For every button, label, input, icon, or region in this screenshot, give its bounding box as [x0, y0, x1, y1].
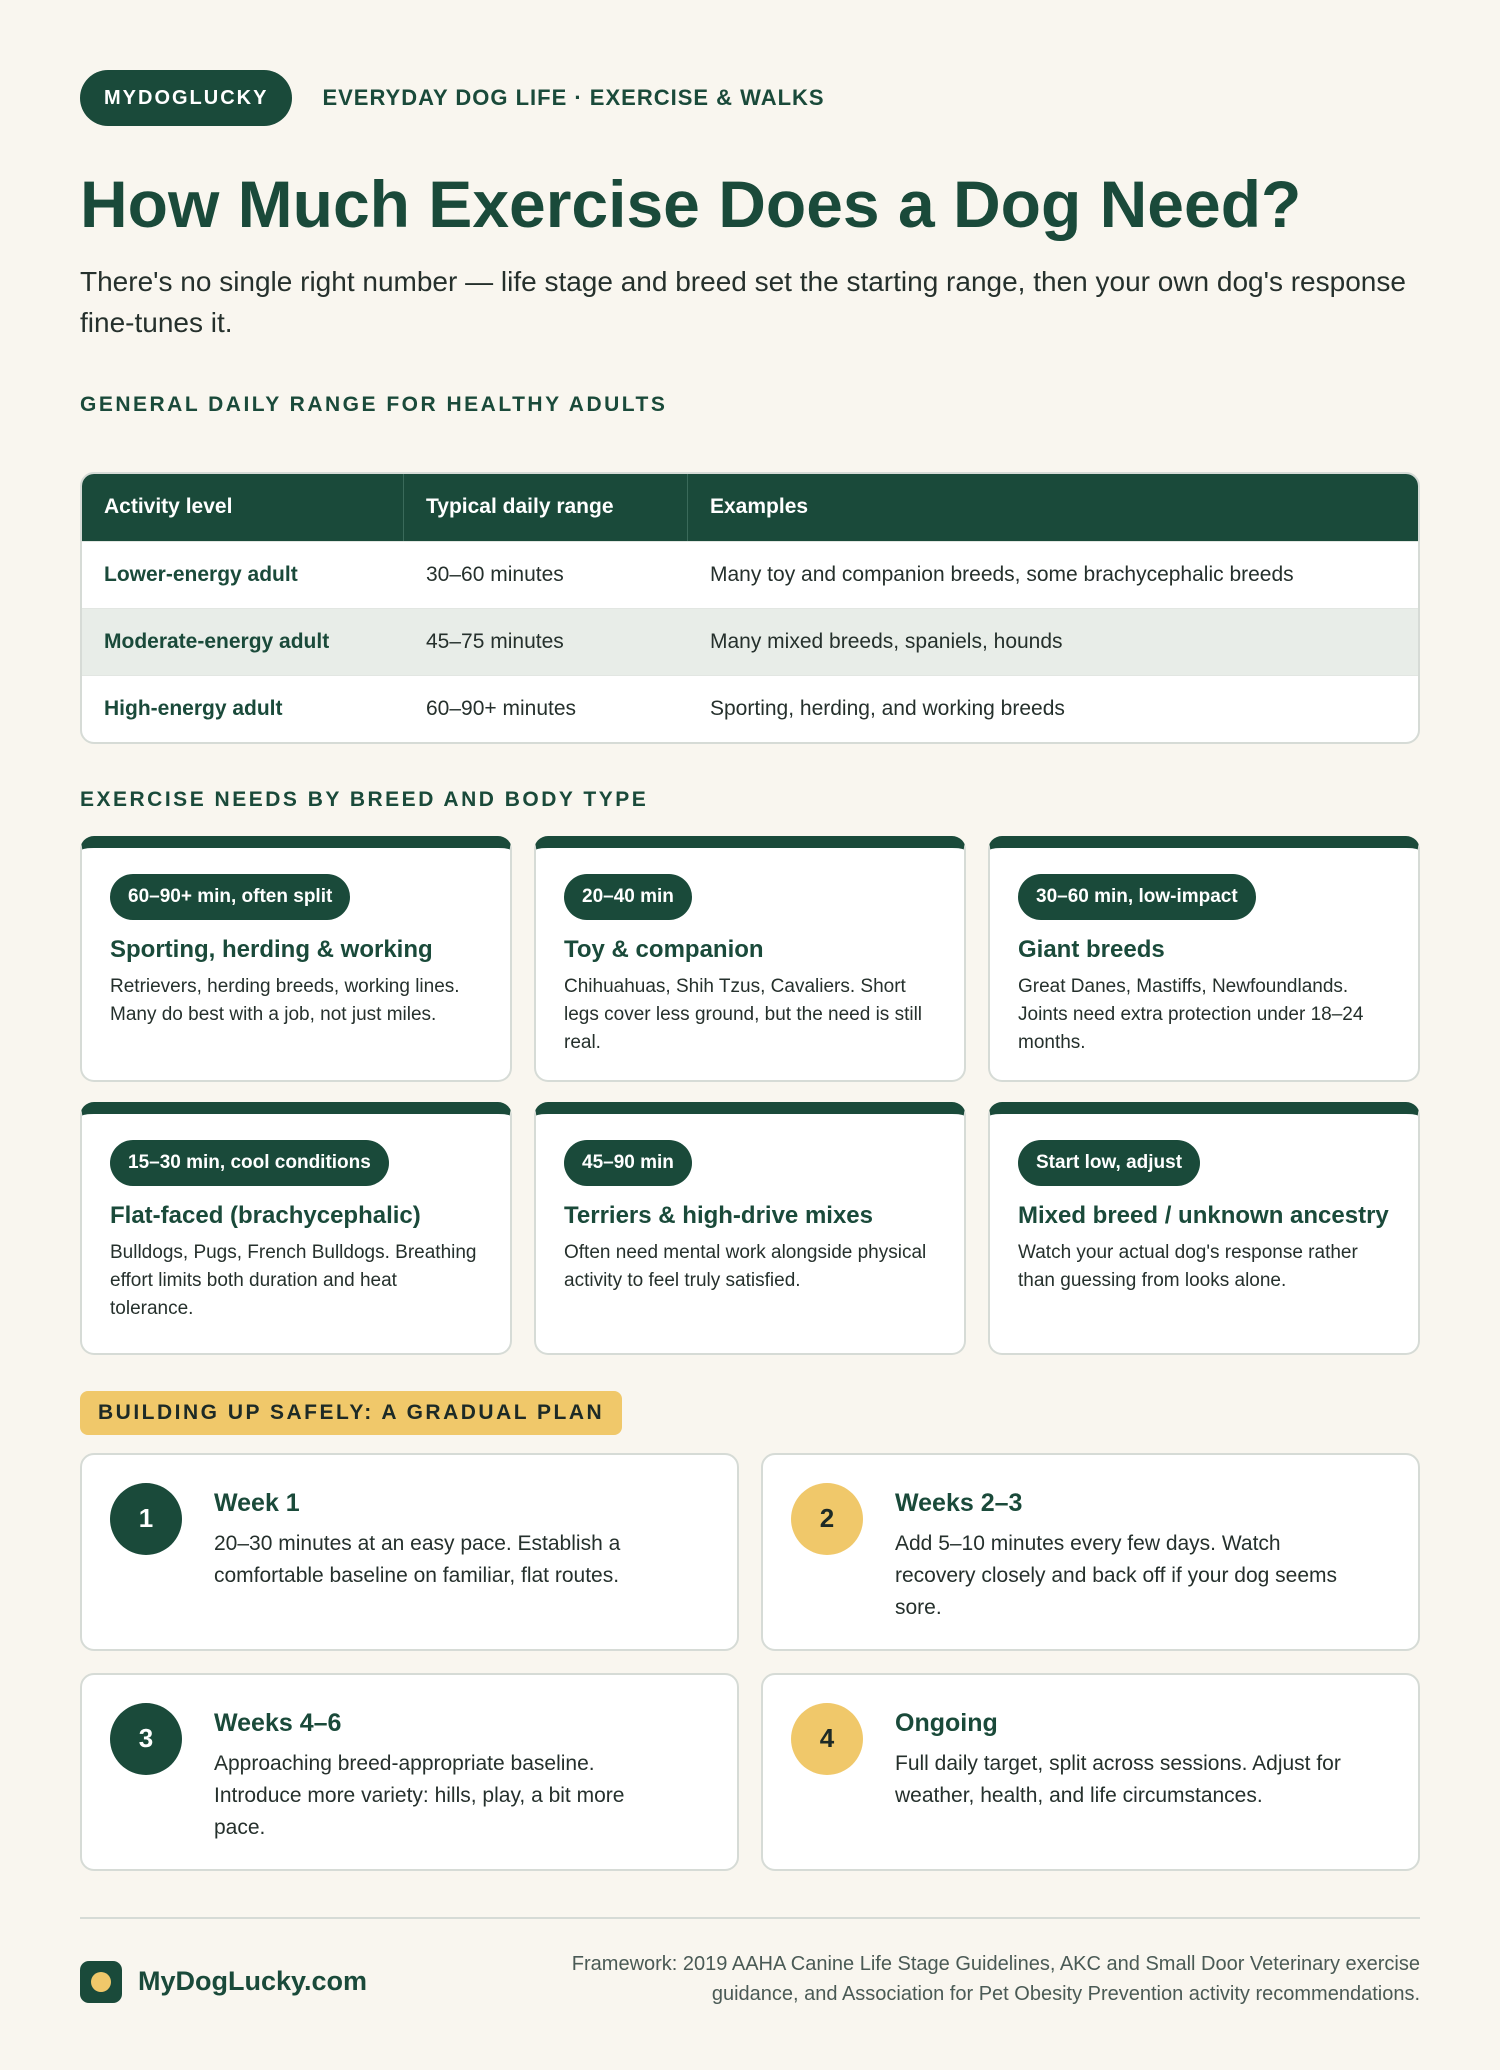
duration-badge: 45–90 min — [564, 1140, 692, 1186]
breed-card — [80, 836, 512, 1082]
breed-card-text: Watch your actual dog's response rather than guessing from looks alone. — [1018, 1241, 1358, 1291]
logo-icon — [80, 1961, 122, 2003]
table-cell-examples: Many mixed breeds, spaniels, hounds — [710, 629, 1063, 653]
breed-card-title: Flat-faced (brachycephalic) — [110, 1201, 421, 1229]
breed-card — [988, 836, 1420, 1082]
step-title: Week 1 — [214, 1488, 300, 1517]
infographic-page — [80, 70, 1420, 2009]
breed-card-title: Toy & companion — [564, 935, 764, 963]
breed-card-grid — [80, 836, 1420, 1355]
breed-card — [80, 1102, 512, 1355]
step-text: Approaching breed-appropriate baseline. Introduce more variety: hills, play, a bit more pace. — [214, 1751, 625, 1839]
range-table — [80, 472, 1420, 744]
brand-badge: MYDOGLUCKY — [80, 70, 292, 126]
plan-step-card — [761, 1453, 1420, 1651]
breed-card-text: Chihuahuas, Shih Tzus, Cavaliers. Short legs cover less ground, but the need is still real. — [564, 975, 923, 1053]
page-title: How Much Exercise Does a Dog Need? — [80, 167, 1302, 241]
table-row — [82, 675, 1418, 742]
site-link[interactable]: MyDogLucky.com — [138, 1966, 368, 1997]
table-cell-range: 60–90+ minutes — [426, 696, 577, 720]
step-number: 2 — [791, 1483, 863, 1555]
breed-card-title: Giant breeds — [1018, 935, 1165, 963]
duration-badge: 20–40 min — [564, 874, 692, 920]
table-cell-range: 45–75 minutes — [426, 629, 564, 653]
table-cell-level: Moderate-energy adult — [104, 629, 330, 653]
footer — [80, 1917, 1420, 2009]
step-text: 20–30 minutes at an easy pace. Establish a comfortable baseline on familiar, flat routes. — [214, 1531, 621, 1587]
header-topline — [80, 70, 1420, 126]
duration-badge: Start low, adjust — [1018, 1140, 1200, 1186]
table-row — [82, 608, 1418, 675]
breed-card — [988, 1102, 1420, 1355]
plan-step-card — [761, 1673, 1420, 1871]
breed-section-label: EXERCISE NEEDS BY BREED AND BODY TYPE — [80, 787, 649, 811]
range-section-label: GENERAL DAILY RANGE FOR HEALTHY ADULTS — [80, 392, 668, 416]
step-number: 3 — [110, 1703, 182, 1775]
duration-badge: 30–60 min, low-impact — [1018, 874, 1256, 920]
plan-section-label: BUILDING UP SAFELY: A GRADUAL PLAN — [80, 1391, 622, 1435]
step-number: 1 — [110, 1483, 182, 1555]
column-header: Typical daily range — [404, 474, 688, 541]
step-title: Weeks 4–6 — [214, 1708, 342, 1737]
sources-note: Framework: 2019 AAHA Canine Life Stage Guidelines, AKC and Small Door Veterinary exercise guidance, and Association for Pet Obesity Prevention activity recommendations. — [571, 1952, 1420, 2005]
breed-card-text: Retrievers, herding breeds, working lines. Many do best with a job, not just miles. — [110, 975, 460, 1025]
table-cell-level: High-energy adult — [104, 696, 283, 720]
table-cell-examples: Many toy and companion breeds, some brachycephalic breeds — [710, 562, 1294, 586]
plan-step-card — [80, 1453, 739, 1651]
breed-card — [534, 836, 966, 1082]
step-text: Add 5–10 minutes every few days. Watch recovery closely and back off if your dog seems sore. — [895, 1531, 1337, 1619]
breed-card — [534, 1102, 966, 1355]
table-cell-level: Lower-energy adult — [104, 562, 298, 586]
breed-card-title: Terriers & high-drive mixes — [564, 1201, 873, 1229]
category-kicker: EVERYDAY DOG LIFE · EXERCISE & WALKS — [322, 85, 825, 110]
breed-card-title: Mixed breed / unknown ancestry — [1018, 1201, 1389, 1229]
step-title: Weeks 2–3 — [895, 1488, 1023, 1517]
breed-card-text: Bulldogs, Pugs, French Bulldogs. Breathing effort limits both duration and heat tolerance. — [110, 1241, 477, 1319]
table-header-row — [82, 474, 1418, 541]
column-header: Activity level — [82, 474, 404, 541]
breed-card-text: Often need mental work alongside physical activity to feel truly satisfied. — [564, 1241, 927, 1291]
breed-card-title: Sporting, herding & working — [110, 935, 433, 963]
footer-brand[interactable] — [80, 1961, 367, 2003]
plan-step-grid — [80, 1453, 1420, 1871]
table-cell-range: 30–60 minutes — [426, 562, 564, 586]
table-cell-examples: Sporting, herding, and working breeds — [710, 696, 1065, 720]
step-number: 4 — [791, 1703, 863, 1775]
plan-step-card — [80, 1673, 739, 1871]
table-row — [82, 541, 1418, 608]
step-title: Ongoing — [895, 1708, 998, 1737]
duration-badge: 60–90+ min, often split — [110, 874, 350, 920]
breed-card-text: Great Danes, Mastiffs, Newfoundlands. Joints need extra protection under 18–24 months. — [1018, 975, 1364, 1053]
page-subtitle: There's no single right number — life stage and breed set the starting range, then your own dog's response fine-tunes it. — [80, 265, 1406, 338]
step-text: Full daily target, split across sessions. Adjust for weather, health, and life circumstances. — [895, 1751, 1341, 1807]
column-header: Examples — [710, 495, 809, 519]
duration-badge: 15–30 min, cool conditions — [110, 1140, 389, 1186]
